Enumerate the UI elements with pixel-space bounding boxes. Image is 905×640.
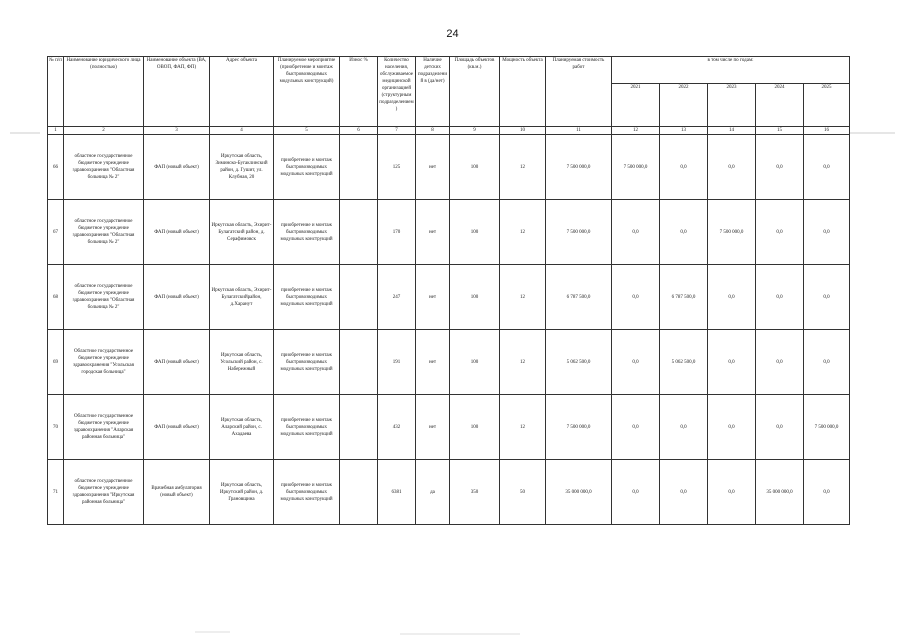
planned-measure: приобретение и монтаж быстровозводимых модульных конструкций [274, 460, 340, 525]
header-year: 2025 [804, 84, 850, 127]
planned-cost: 5 062 500,0 [546, 330, 612, 395]
row-number: 66 [48, 135, 64, 200]
column-index: 3 [144, 127, 210, 135]
area: 100 [450, 330, 500, 395]
object-name: ФАП (новый объект) [144, 330, 210, 395]
year-2022-value: 0,0 [660, 460, 708, 525]
area: 100 [450, 135, 500, 200]
object-address: Иркутская область, Эхирит-Булагатский район, д. Серафимовск [210, 200, 274, 265]
header-object-name: Наименование объекта (ВА, ОВОП, ФАП, ФП) [144, 57, 210, 127]
planned-cost: 7 500 000,0 [546, 200, 612, 265]
year-2021-value: 0,0 [612, 395, 660, 460]
column-index: 15 [756, 127, 804, 135]
year-2021-value: 0,0 [612, 200, 660, 265]
column-index: 8 [416, 127, 450, 135]
planned-measure: приобретение и монтаж быстровозводимых модульных конструкций [274, 330, 340, 395]
year-2024-value: 0,0 [756, 265, 804, 330]
wear-percent [340, 265, 378, 330]
planned-measure: приобретение и монтаж быстровозводимых модульных конструкций [274, 200, 340, 265]
year-2025-value: 0,0 [804, 330, 850, 395]
children-units: да [416, 460, 450, 525]
planned-cost: 35 000 000,0 [546, 460, 612, 525]
header-address: Адрес объекта [210, 57, 274, 127]
year-2025-value: 0,0 [804, 200, 850, 265]
capacity: 12 [500, 135, 546, 200]
planned-cost: 7 500 000,0 [546, 395, 612, 460]
year-2024-value: 0,0 [756, 330, 804, 395]
column-index: 14 [708, 127, 756, 135]
year-2024-value: 0,0 [756, 135, 804, 200]
area: 350 [450, 460, 500, 525]
header-by-years: в том числе по годам: [612, 57, 850, 84]
year-2025-value: 7 500 000,0 [804, 395, 850, 460]
column-index-row [48, 127, 850, 135]
planned-cost: 7 500 000,0 [546, 135, 612, 200]
row-number: 70 [48, 395, 64, 460]
year-2022-value: 0,0 [660, 135, 708, 200]
capacity: 12 [500, 330, 546, 395]
column-index: 1 [48, 127, 64, 135]
children-units: нет [416, 200, 450, 265]
column-index: 11 [546, 127, 612, 135]
children-units: нет [416, 265, 450, 330]
object-name: ФАП (новый объект) [144, 200, 210, 265]
column-index: 10 [500, 127, 546, 135]
column-index: 12 [612, 127, 660, 135]
wear-percent [340, 135, 378, 200]
year-2024-value: 0,0 [756, 395, 804, 460]
year-2023-value: 0,0 [708, 460, 756, 525]
year-2022-value: 0,0 [660, 395, 708, 460]
population: 247 [378, 265, 416, 330]
object-name: ФАП (новый объект) [144, 265, 210, 330]
legal-entity: областное государственное бюджетное учреждение здравоохранения "Областная больница № 2" [64, 265, 144, 330]
header-year: 2022 [660, 84, 708, 127]
table-row [48, 265, 850, 330]
capacity: 50 [500, 460, 546, 525]
object-name: ФАП (новый объект) [144, 135, 210, 200]
legal-entity: областное государственное бюджетное учреждение здравоохранения "Иркутская районная больница" [64, 460, 144, 525]
children-units: нет [416, 330, 450, 395]
legal-entity: областное государственное бюджетное учреждение здравоохранения "Областная больница № 2" [64, 135, 144, 200]
header-year: 2023 [708, 84, 756, 127]
area: 100 [450, 265, 500, 330]
header-year: 2021 [612, 84, 660, 127]
capacity: 12 [500, 200, 546, 265]
year-2023-value: 0,0 [708, 395, 756, 460]
header-planned-cost: Планируемая стоимость работ [546, 57, 612, 127]
planned-measure: приобретение и монтаж быстровозводимых модульных конструкций [274, 265, 340, 330]
object-address: Иркутская область, Зиминско-Бугаклинский район, д. Гушит, ул. Клубная, 20 [210, 135, 274, 200]
table-row [48, 135, 850, 200]
year-2021-value: 0,0 [612, 330, 660, 395]
year-2022-value: 6 787 500,0 [660, 265, 708, 330]
year-2025-value: 0,0 [804, 265, 850, 330]
year-2025-value: 0,0 [804, 460, 850, 525]
wear-percent [340, 460, 378, 525]
column-index: 9 [450, 127, 500, 135]
legal-entity: Областное государственное бюджетное учреждение здравоохранения "Усольская городская больница" [64, 330, 144, 395]
header-wear: Износ % [340, 57, 378, 127]
object-name: Врачебная амбулатория (новый объект) [144, 460, 210, 525]
children-units: нет [416, 395, 450, 460]
wear-percent [340, 330, 378, 395]
year-2022-value: 0,0 [660, 200, 708, 265]
object-name: ФАП (новый объект) [144, 395, 210, 460]
year-2021-value: 7 500 000,0 [612, 135, 660, 200]
program-table [47, 56, 850, 525]
header-population: Количество населения, обслуживаемое медицинской организацией (структурным подразделением) [378, 57, 416, 127]
column-index: 2 [64, 127, 144, 135]
year-2021-value: 0,0 [612, 460, 660, 525]
header-planned-measure: Планируемое мероприятие (приобретение и монтаж быстровозводимых модульных конструкций) [274, 57, 340, 127]
header-row [48, 57, 850, 84]
object-address: Иркутская область, Эхирит-Булагатскийрайон, д.Харанут [210, 265, 274, 330]
row-number: 71 [48, 460, 64, 525]
year-2024-value: 0,0 [756, 200, 804, 265]
year-2023-value: 0,0 [708, 330, 756, 395]
year-2023-value: 0,0 [708, 265, 756, 330]
header-no: № п/п [48, 57, 64, 127]
header-legal-entity: Наименование юридического лица (полностью) [64, 57, 144, 127]
year-2023-value: 0,0 [708, 135, 756, 200]
column-index: 6 [340, 127, 378, 135]
capacity: 12 [500, 265, 546, 330]
planned-cost: 6 787 500,0 [546, 265, 612, 330]
year-2024-value: 35 000 000,0 [756, 460, 804, 525]
table-row [48, 330, 850, 395]
planned-measure: приобретение и монтаж быстровозводимых модульных конструкций [274, 395, 340, 460]
population: 6381 [378, 460, 416, 525]
table-row [48, 460, 850, 525]
wear-percent [340, 395, 378, 460]
table-row [48, 200, 850, 265]
header-area: Площадь объектов (кв.м.) [450, 57, 500, 127]
planned-measure: приобретение и монтаж быстровозводимых модульных конструкций [274, 135, 340, 200]
population: 125 [378, 135, 416, 200]
legal-entity: областное государственное бюджетное учреждение здравоохранения "Областная больница № 2" [64, 200, 144, 265]
column-index: 7 [378, 127, 416, 135]
column-index: 5 [274, 127, 340, 135]
year-2021-value: 0,0 [612, 265, 660, 330]
year-2022-value: 5 062 500,0 [660, 330, 708, 395]
object-address: Иркутская область, Аларский район, с. Ахадаева [210, 395, 274, 460]
year-2025-value: 0,0 [804, 135, 850, 200]
table-row [48, 395, 850, 460]
row-number: 68 [48, 265, 64, 330]
column-index: 13 [660, 127, 708, 135]
column-index: 4 [210, 127, 274, 135]
object-address: Иркутская область, Усольский район, с. Набережный [210, 330, 274, 395]
wear-percent [340, 200, 378, 265]
population: 170 [378, 200, 416, 265]
area: 100 [450, 395, 500, 460]
object-address: Иркутская область, Иркутский район, д. Грановщина [210, 460, 274, 525]
year-2023-value: 7 500 000,0 [708, 200, 756, 265]
header-year: 2024 [756, 84, 804, 127]
column-index: 16 [804, 127, 850, 135]
children-units: нет [416, 135, 450, 200]
header-capacity: Мощность объекта [500, 57, 546, 127]
header-children: Наличие детских подразделений в (да/нет) [416, 57, 450, 127]
page-number: 24 [446, 28, 459, 40]
area: 100 [450, 200, 500, 265]
row-number: 67 [48, 200, 64, 265]
capacity: 12 [500, 395, 546, 460]
row-number: 69 [48, 330, 64, 395]
legal-entity: Областное государственное бюджетное учреждение здравоохранения "Аларская районная больница" [64, 395, 144, 460]
population: 432 [378, 395, 416, 460]
population: 191 [378, 330, 416, 395]
